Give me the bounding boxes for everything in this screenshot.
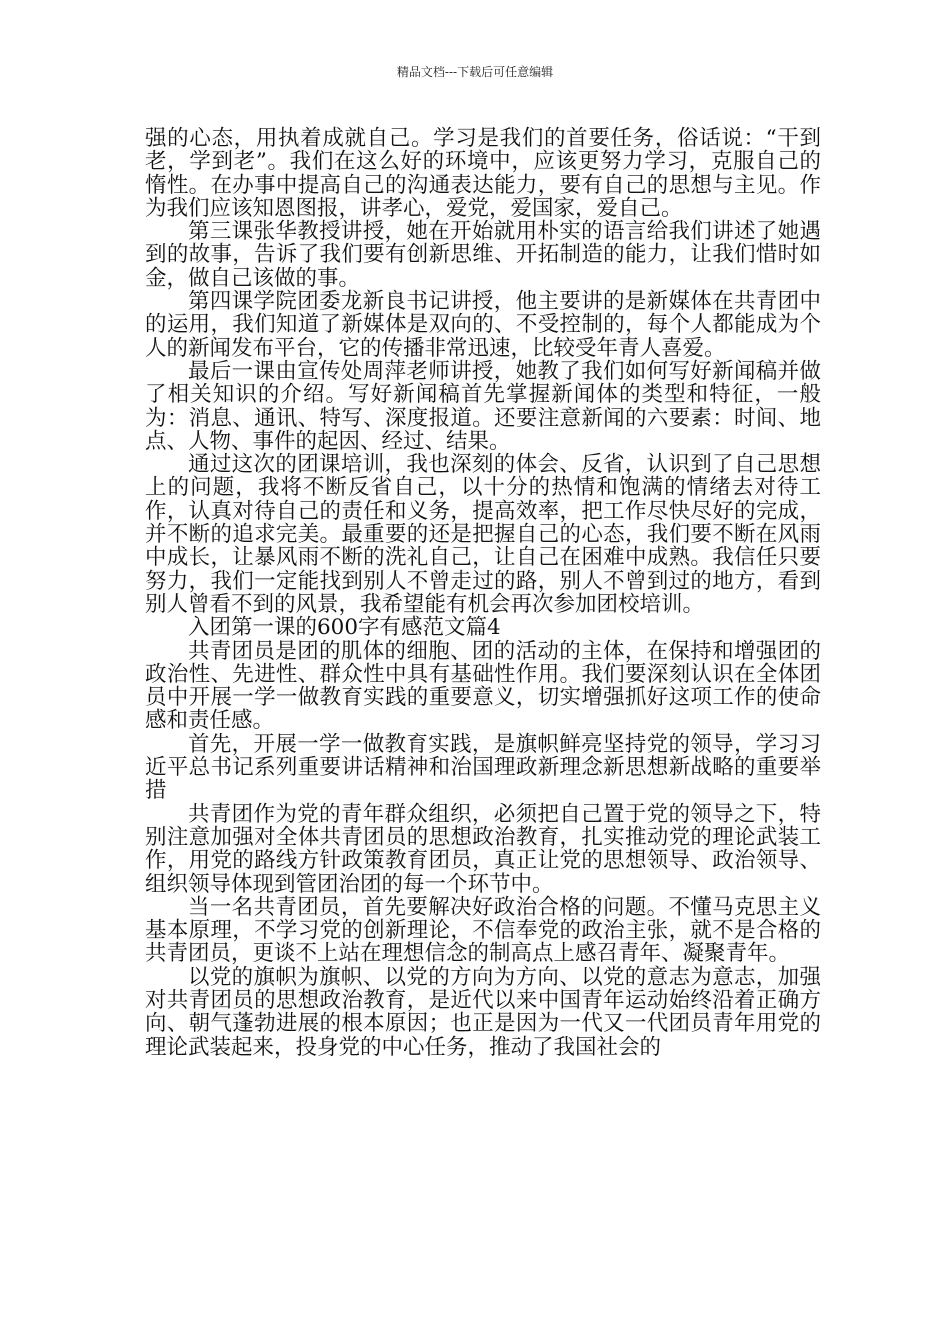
page-header: 精品文档---下载后可任意编辑: [396, 65, 554, 79]
paragraph: 以党的旗帜为旗帜、以党的方向为方向、以党的意志为意志，加强对共青团员的思想政治教育，是近代以来中国青年运动始终沿着正确方向、朝气蓬勃进展的根本原因；也正是因为一代又一代团员青年用党的理论武装起来，投身党的中心任务，推动了我国社会的: [145, 964, 821, 1060]
paragraph: 最后一课由宣传处周萍老师讲授，她教了我们如何写好新闻稿并做了相关知识的介绍。写好新闻稿首先掌握新闻体的类型和特征，一般为：消息、通讯、特写、深度报道。还要注意新闻的六要素：时间、地点、人物、事件的起因、经过、结果。: [145, 358, 821, 454]
paragraph: 第三课张华教授讲授，她在开始就用朴实的语言给我们讲述了她遇到的故事，告诉了我们要有创新思维、开拓制造的能力，让我们惜时如金，做自己该做的事。: [145, 219, 821, 291]
paragraph: 共青团作为党的青年群众组织，必须把自己置于党的领导之下，特别注意加强对全体共青团员的思想政治教育，扎实推动党的理论武装工作，用党的路线方针政策教育团员，真正让党的思想领导、政治领导、组织领导体现到管团治团的每一个环节中。: [145, 801, 821, 897]
paragraph: 第四课学院团委龙新良书记讲授，他主要讲的是新媒体在共青团中的运用，我们知道了新媒体是双向的、不受控制的，每个人都能成为个人的新闻发布平台，它的传播非常迅速，比较受年青人喜爱。: [145, 289, 821, 361]
document-body: [145, 127, 821, 1059]
section-heading: 入团第一课的600字有感范文篇4: [188, 615, 501, 641]
paragraph: 当一名共青团员，首先要解决好政治合格的问题。不懂马克思主义基本原理，不学习党的创新理论，不信奉党的政治主张，就不是合格的共青团员，更谈不上站在理想信念的制高点上感召青年、凝聚青年。: [145, 894, 821, 967]
paragraph: 强的心态，用执着成就自己。学习是我们的首要任务，俗话说：“干到老，学到老”。我们在这么好的环境中，应该更努力学习，克服自己的惰性。在办事中提高自己的沟通表达能力，要有自己的思想与主见。作为我们应该知恩图报，讲孝心，爱党，爱国家，爱自己。: [145, 126, 821, 221]
paragraph: 首先，开展一学一做教育实践，是旗帜鲜亮坚持党的领导，学习习近平总书记系列重要讲话精神和治国理政新理念新思想新战略的重要举措: [145, 731, 821, 804]
paragraph: 共青团员是团的肌体的细胞、团的活动的主体，在保持和增强团的政治性、先进性、群众性中具有基础性作用。我们要深刻认识在全体团员中开展一学一做教育实践的重要意义，切实增强抓好这项工作的使命感和责任感。: [145, 638, 821, 734]
paragraph: 通过这次的团课培训，我也深刻的体会、反省，认识到了自己思想上的问题，我将不断反省自己，以十分的热情和饱满的情绪去对待工作，认真对待自己的责任和义务，提高效率，把工作尽快尽好的完成，并不断的追求完美。最重要的还是把握自己的心态，我们要不断在风雨中成长，让暴风雨不断的洗礼自己，让自己在困难中成熟。我信任只要努力，我们一定能找到别人不曾走过的路，别人不曾到过的地方，看到别人曾看不到的风景，我希望能有机会再次参加团校培训。: [145, 452, 821, 617]
